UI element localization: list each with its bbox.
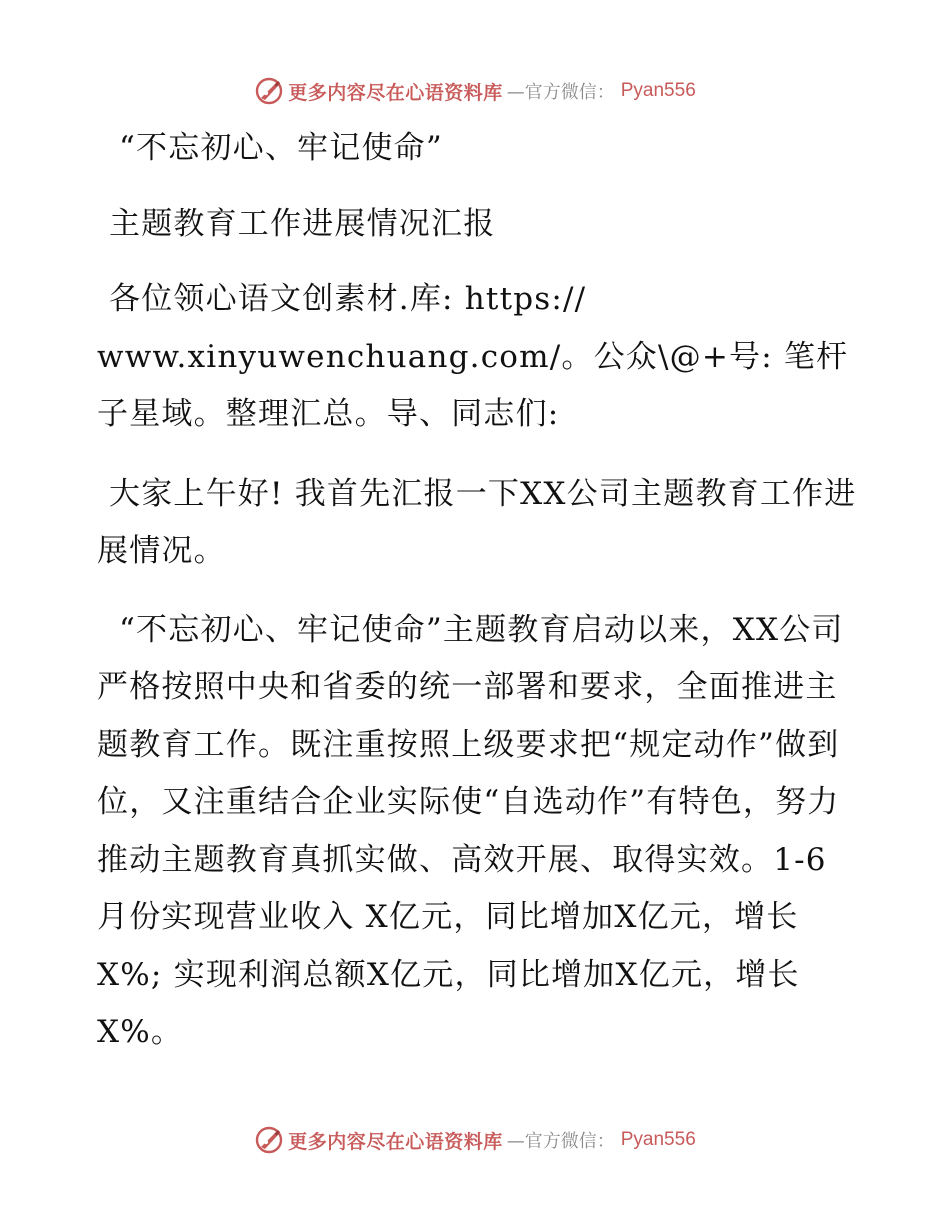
- banner-wechat-id: Pyan556: [620, 80, 696, 101]
- quill-pen-logo-icon: [254, 76, 284, 106]
- document-body: [97, 120, 857, 1062]
- salutation-paragraph: 各位领心语文创素材.库: https:// www.xinyuwenchuang.com/。公众\@+号: 笔杆子星域。整理汇总。导、同志们:: [97, 281, 849, 432]
- header-banner: [0, 71, 950, 111]
- greeting-paragraph: 大家上午好! 我首先汇报一下XX公司主题教育工作进展情况。: [97, 475, 857, 569]
- banner-library-text: 更多内容尽在心语资料库: [288, 81, 503, 104]
- footer-library-text: 更多内容尽在心语资料库: [288, 1130, 503, 1153]
- quill-pen-logo-icon: [254, 1125, 284, 1155]
- footer-wechat-label: —官方微信：: [506, 1131, 615, 1152]
- footer-banner: [0, 1120, 950, 1160]
- body-paragraph: “不忘初心、牢记使命”主题教育启动以来，XX公司严格按照中央和省委的统一部署和要求，全面推进主题教育工作。既注重按照上级要求把“规定动作”做到位，又注重结合企业实际使“自选动作”有特色，努力推动主题教育真抓实做、高效开展、取得实效。1-6月份实现营业收入 X亿元，同比增加X亿元，增长X%; 实现利润总额X亿元，同比增加X亿元，增长X%。: [97, 611, 844, 1050]
- banner-wechat-label: —官方微信：: [506, 82, 615, 103]
- document-title-line1: “不忘初心、牢记使命”: [119, 130, 443, 166]
- footer-wechat-id: Pyan556: [620, 1129, 696, 1150]
- document-title-line2: 主题教育工作进展情况汇报: [109, 205, 496, 242]
